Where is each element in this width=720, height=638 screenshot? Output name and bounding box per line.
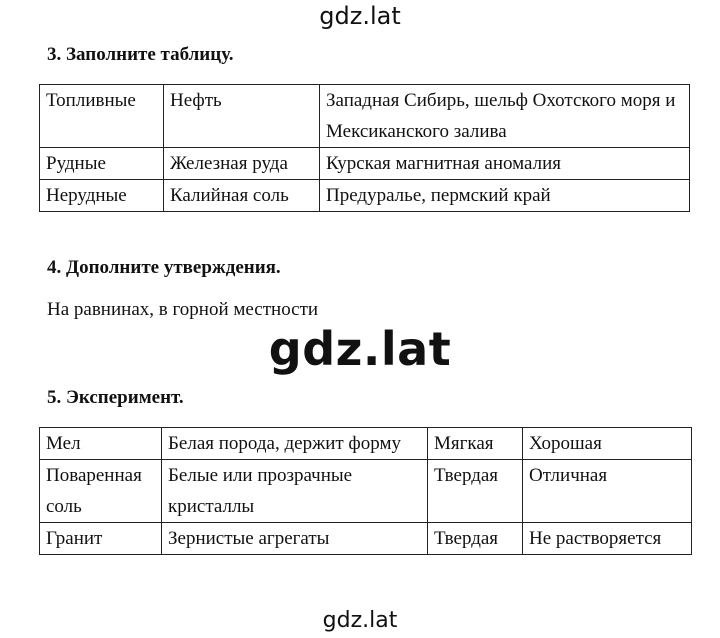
table-cell: Зернистые агрегаты	[162, 523, 428, 555]
table-row	[40, 460, 692, 523]
task5-heading: 5. Эксперимент.	[47, 387, 184, 408]
table-cell: Западная Сибирь, шельф Охотского моря и Мексиканского залива	[320, 85, 690, 148]
table-cell: Железная руда	[164, 148, 320, 180]
table-row	[40, 180, 690, 212]
table-cell: Нефть	[164, 85, 320, 148]
table-row	[40, 85, 690, 148]
table-cell: Курская магнитная аномалия	[320, 148, 690, 180]
table-cell: Рудные	[40, 148, 164, 180]
table-row	[40, 523, 692, 555]
table-cell: Мел	[40, 428, 162, 460]
table-row	[40, 148, 690, 180]
table-cell: Твердая	[428, 460, 523, 523]
watermark-top: gdz.lat	[319, 2, 401, 30]
watermark-bottom: gdz.lat	[322, 608, 398, 633]
table-cell: Белые или прозрачные кристаллы	[162, 460, 428, 523]
table-cell: Мягкая	[428, 428, 523, 460]
table-cell: Топливные	[40, 85, 164, 148]
table-cell: Предуралье, пермский край	[320, 180, 690, 212]
minerals-table	[39, 84, 690, 212]
table-cell: Нерудные	[40, 180, 164, 212]
task4-text: На равнинах, в горной местности	[47, 299, 319, 320]
table-row	[40, 428, 692, 460]
task4-heading: 4. Дополните утверждения.	[47, 257, 281, 278]
experiment-table	[39, 427, 692, 555]
table-cell: Твердая	[428, 523, 523, 555]
table-cell: Калийная соль	[164, 180, 320, 212]
table-cell: Отличная	[523, 460, 692, 523]
watermark-middle: gdz.lat	[268, 322, 452, 376]
table-cell: Гранит	[40, 523, 162, 555]
table-cell: Белая порода, держит форму	[162, 428, 428, 460]
table-cell: Хорошая	[523, 428, 692, 460]
table-cell: Не растворяется	[523, 523, 692, 555]
task3-heading: 3. Заполните таблицу.	[47, 44, 234, 65]
table-cell: Поваренная соль	[40, 460, 162, 523]
